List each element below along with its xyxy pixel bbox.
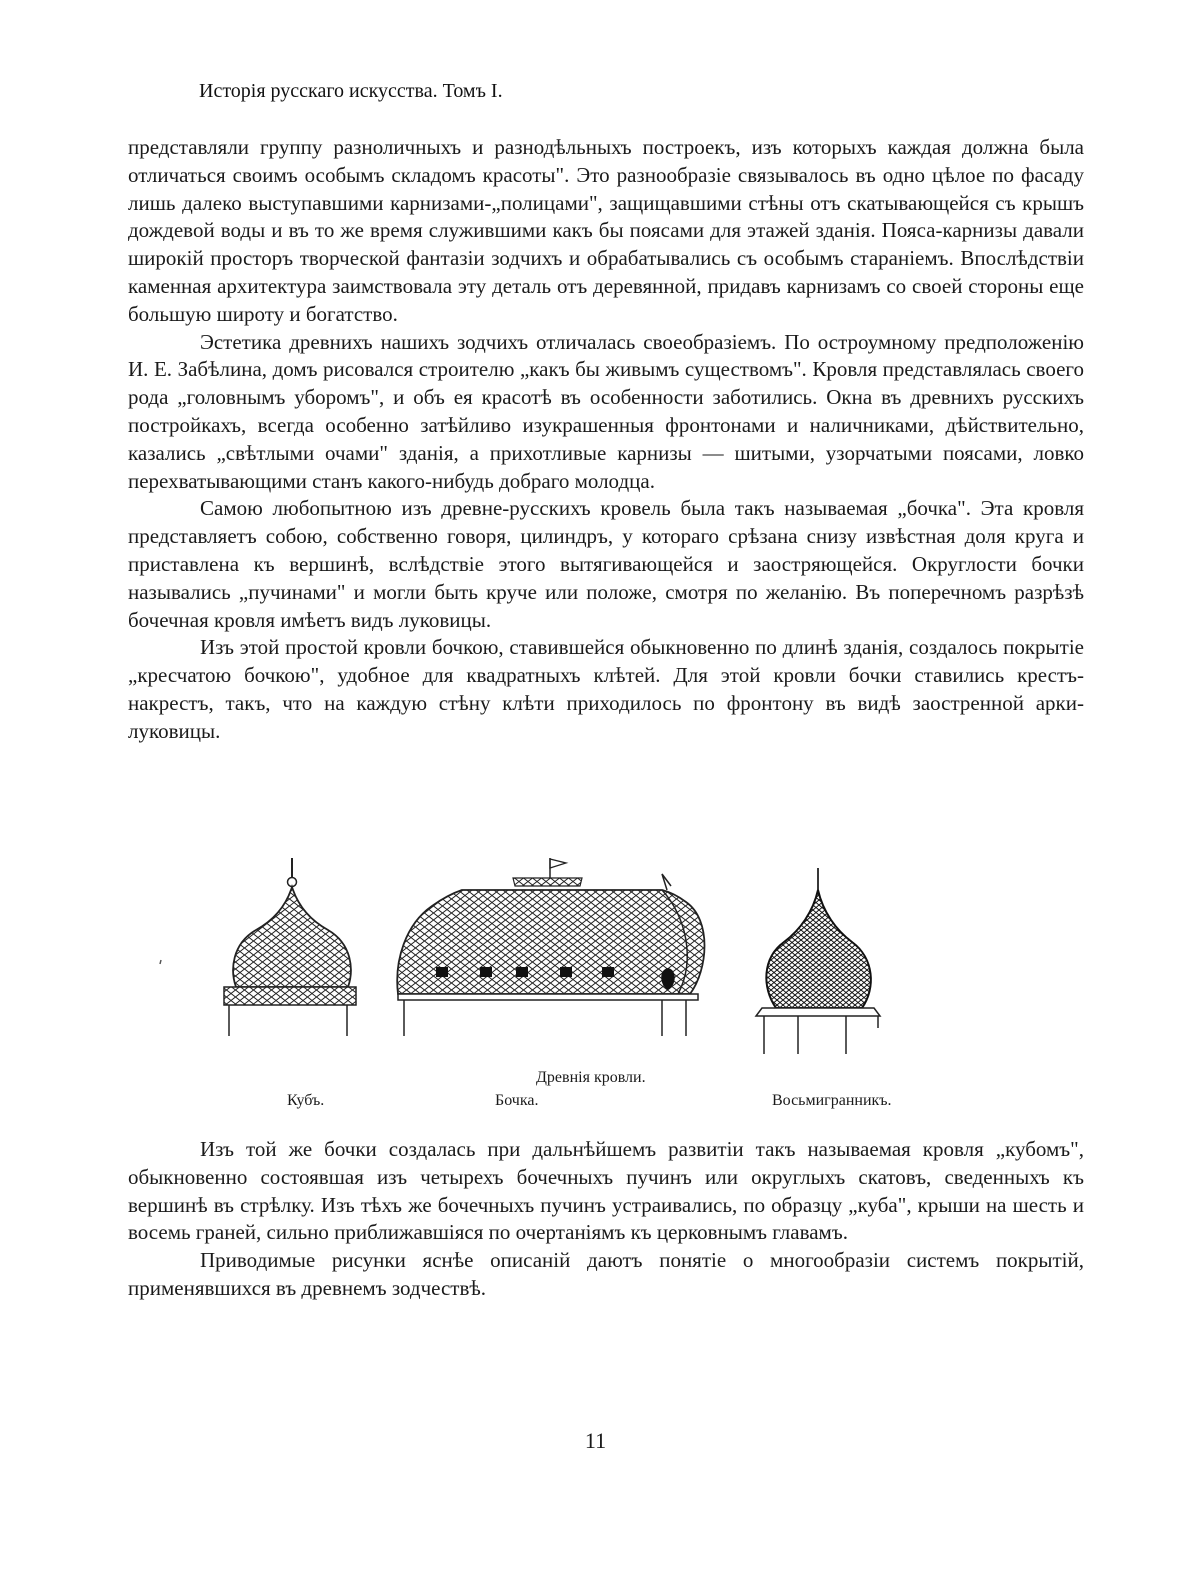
caption-vosmigrannik: Восьмигранникъ.: [772, 1092, 892, 1109]
paragraph-2: Эстетика древнихъ нашихъ зодчихъ отличалась своеобразіемъ. По остроумному предположенію И. Е. Забѣлина, домъ рисовался строителю „какъ бы живымъ существомъ". Кровля представлялась своего рода „головнымъ уборомъ", и объ ея красотѣ въ особенности заботились. Окна въ древнихъ русскихъ постройкахъ, всегда особенно затѣйливо изукрашенныя фронтонами и наличниками, дѣйствительно, казались „свѣтлыми очами" зданія, а прихотливые карнизы — шитыми, узорчатыми поясами, ловко перехватывающими станъ какого-нибудь добраго молодца.: [128, 329, 1084, 493]
body-text-after-figure: [128, 1136, 1084, 1303]
paragraph-6: Приводимые рисунки яснѣе описаній даютъ понятіе о многообразіи системъ покрытій, применявшихся въ древнемъ зодчествѣ.: [128, 1248, 1084, 1300]
paragraph-5: Изъ той же бочки создалась при дальнѣйшемъ развитіи такъ называемая кровля „кубомъ", обыкновенно состоявшая изъ четырехъ бочечныхъ пучинъ или округлыхъ скатовъ, сведенныхъ къ вершинѣ въ стрѣлку. Изъ тѣхъ же бочечныхъ пучинъ устраивались, по образцу „куба", крыши на шесть и восемь граней, сильно приближавшіяся по очертаніямъ къ церковнымъ главамъ.: [128, 1137, 1084, 1245]
vosmigrannik-roof-drawing: [756, 868, 880, 1054]
paragraph-3: Самою любопытною изъ древне-русскихъ кровель была такъ называемая „бочка". Эта кровля представляетъ собою, собственно говоря, цилиндръ, у котораго срѣзана снизу извѣстная доля круга и приставлена къ вершинѣ, вслѣдствіе этого вытягивающейся и заостряющейся. Округлости бочки назывались „пучинами" и могли быть круче или положе, смотря по желанію. Въ поперечномъ разрѣзѣ бочечная кровля имѣетъ видъ луковицы.: [128, 496, 1084, 632]
body-text: [128, 134, 1084, 746]
paragraph-4: Изъ этой простой кровли бочкою, ставившейся обыкновенно по длинѣ зданія, создалось покрытіе „кресчатою бочкою", удобное для квадратныхъ клѣтей. Для этой кровли бочки ставились крестъ-накрестъ, такъ, что на каждую стѣну клѣти приходилось по фронтону въ видѣ заостренной арки-луковицы.: [128, 635, 1084, 743]
caption-bochka: Бочка.: [495, 1092, 539, 1109]
page-number: 11: [584, 1428, 607, 1453]
paragraph-1: представляли группу разноличныхъ и разнодѣльныхъ построекъ, изъ которыхъ каждая должна была отличаться своимъ особымъ складомъ красоты". Это разнообразіе связывалось въ одно цѣлое по фасаду лишь далеко выступавшими карнизами-„полицами", защищавшими стѣны отъ скатывающейся съ крышъ дождевой воды и въ то же время служившими какъ бы поясами для этажей зданія. Пояса-карнизы давали широкій просторъ творческой фантазіи зодчихъ и обрабатывались съ особымъ стараніемъ. Впослѣдствіи каменная архитектура заимствовала эту деталь отъ деревянной, придавъ карнизамъ со своей стороны еще большую широту и богатство.: [128, 135, 1084, 326]
kub-roof-drawing: [224, 858, 356, 1036]
caption-kub: Кубъ.: [287, 1092, 325, 1109]
roofs-illustration: [150, 850, 1050, 1060]
bochka-roof-drawing: [397, 858, 704, 1036]
figure-title: Древнія кровли.: [536, 1069, 646, 1086]
running-title: Исторія русскаго искусства. Томъ I.: [199, 80, 503, 102]
